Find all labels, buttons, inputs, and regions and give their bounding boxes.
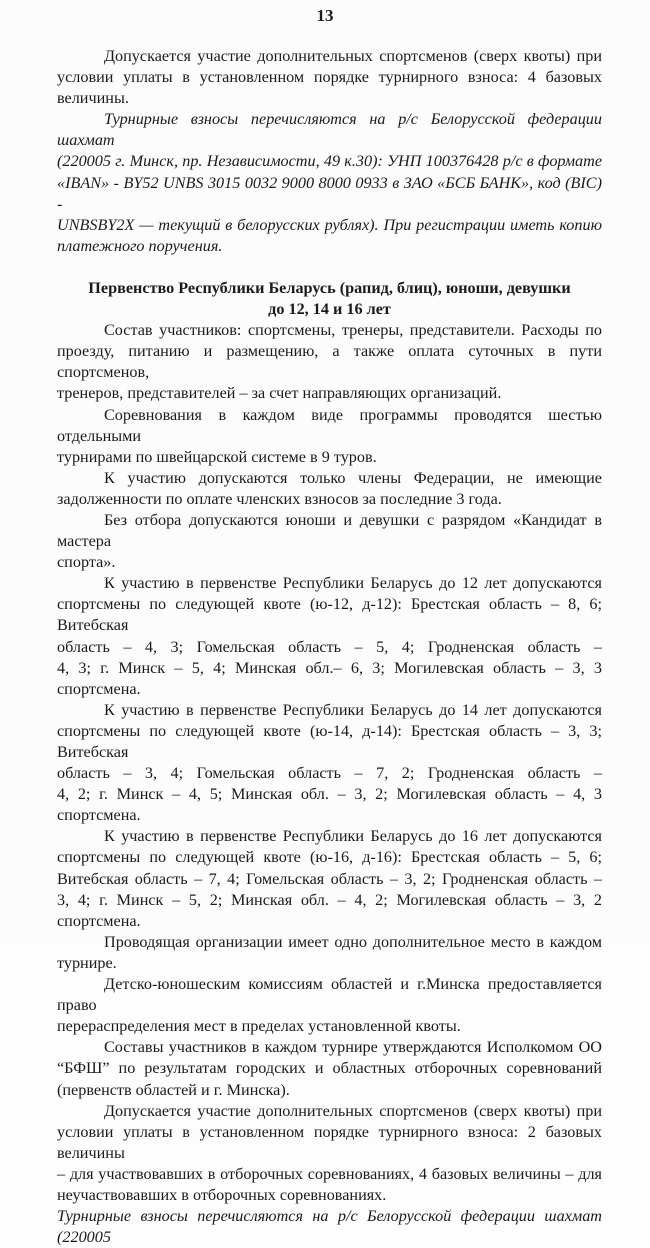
text-line: К участию в первенстве Республики Беларусь до 14 лет допускаются [104, 700, 602, 719]
text-line: область – 3, 4; Гомельская область – 7, 2; Гродненская область – [57, 764, 602, 783]
text-line: К участию в первенстве Республики Беларусь до 16 лет допускаются [104, 827, 602, 846]
text-line: спортсмены по следующей квоте (ю-12, д-12): Брестская область – 8, 6; Витебская [57, 595, 602, 635]
text-line: 3, 4; г. Минск – 5, 2; Минская обл. – 4, 2; Могилевская область – 3, 2 спортсмена. [57, 890, 602, 930]
section-paragraph [57, 1037, 602, 1100]
text-line: турнирами по швейцарской системе в 9 туров. [57, 447, 377, 466]
paragraph-closing-fee-note [57, 1206, 602, 1248]
page-content [57, 46, 602, 1248]
text-line: UNBSBY2X — текущий в белорусских рублях). При регистрации иметь копию [57, 215, 602, 234]
paragraph-fee-payment-details [57, 109, 602, 257]
text-line: (первенств областей и г. Минска). [57, 1080, 290, 1099]
text-line: условии уплаты в установленном порядке турнирного взноса: 2 базовых величины [57, 1122, 602, 1162]
section-paragraph [57, 573, 602, 700]
section-paragraph [57, 468, 602, 510]
section-paragraphs [57, 320, 602, 1206]
section-paragraph [57, 700, 602, 827]
text-line: 4, 2; г. Минск – 4, 5; Минская обл. – 3, 2; Могилевская область – 4, 3 спортсмена. [57, 785, 602, 825]
text-line: 4, 3; г. Минск – 5, 4; Минская обл.– 6, 3; Могилевская область – 3, 3 спортсмена. [57, 658, 602, 698]
section-title-line1: Первенство Республики Беларусь (рапид, блиц), юноши, девушки [88, 278, 571, 297]
text-line: область – 4, 3; Гомельская область – 5, 4; Гродненская область – [57, 637, 602, 656]
section-title [57, 278, 602, 320]
section-paragraph [57, 826, 602, 931]
text-line: задолженности по оплате членских взносов за последние 3 года. [57, 489, 502, 508]
text-line: тренеров, представителей – за счет направляющих организаций. [57, 384, 502, 403]
section-paragraph [57, 974, 602, 1037]
text-line: Составы участников в каждом турнире утверждаются Исполкомом ОО [104, 1038, 602, 1057]
text-line: Соревнования в каждом виде программы проводятся шестью отдельными [57, 405, 602, 445]
text-line: спортсмены по следующей квоте (ю-16, д-16): Брестская область – 5, 6; [57, 848, 602, 867]
paragraph-extra-participants-top [57, 46, 602, 109]
text-line: Турнирные взносы перечисляются на р/с Белорусской федерации шахмат [57, 110, 602, 150]
closing-line: Турнирные взносы перечисляются на р/с Белорусской федерации шахмат (220005 [57, 1207, 602, 1247]
section-title-line2: до 12, 14 и 16 лет [268, 300, 391, 319]
text-line: условии уплаты в установленном порядке турнирного взноса: 4 базовых [57, 68, 602, 87]
text-line: Без отбора допускаются юноши и девушки с разрядом «Кандидат в мастера [57, 510, 602, 551]
text-line: спорта». [57, 553, 116, 572]
text-line: «IBAN» - BY52 UNBS 3015 0032 9000 8000 0933 в ЗАО «БСБ БАНК», код (BIC) - [57, 173, 602, 213]
text-line: К участию в первенстве Республики Беларусь до 12 лет допускаются [104, 574, 602, 593]
section-paragraph [57, 510, 602, 573]
text-line: турнире. [57, 953, 117, 972]
spacer [57, 257, 602, 278]
text-line: К участию допускаются только члены Федерации, не имеющие [104, 468, 602, 487]
text-line: спортсмены по следующей квоте (ю-14, д-14): Брестская область – 3, 3; Витебская [57, 721, 602, 761]
text-line: “БФШ” по результатам городских и областных отборочных соревнований [57, 1059, 602, 1078]
text-line: перераспределения мест в пределах установленной квоты. [57, 1017, 461, 1036]
text-line: Детско-юношеским комиссиям областей и г.Минска предоставляется право [57, 975, 602, 1015]
text-line: Допускается участие дополнительных спортсменов (сверх квоты) при [104, 47, 602, 65]
section-paragraph [57, 405, 602, 468]
text-line: Проводящая организации имеет одно дополнительное место в каждом [104, 932, 602, 951]
text-line: (220005 г. Минск, пр. Независимости, 49 к.30): УНП 100376428 р/с в формате [57, 152, 602, 171]
section-paragraph [57, 1101, 602, 1206]
text-line: Состав участников: спортсмены, тренеры, представители. Расходы по [104, 321, 602, 340]
section-paragraph [57, 932, 602, 974]
text-line: платежного поручения. [57, 236, 223, 255]
page-number: 13 [316, 6, 334, 25]
text-line: проезду, питанию и размещению, а также оплата суточных в пути спортсменов, [57, 342, 602, 382]
text-line: – для участвовавших в отборочных соревнованиях, 4 базовых величины – для [57, 1164, 602, 1183]
text-line: величины. [57, 89, 129, 108]
text-line: Допускается участие дополнительных спортсменов (сверх квоты) при [104, 1101, 602, 1120]
text-line: неучаствовавших в отборочных соревнованиях. [57, 1185, 387, 1204]
text-line: Витебская область – 7, 4; Гомельская область – 3, 2; Гродненская область – [57, 869, 602, 888]
section-paragraph [57, 320, 602, 404]
